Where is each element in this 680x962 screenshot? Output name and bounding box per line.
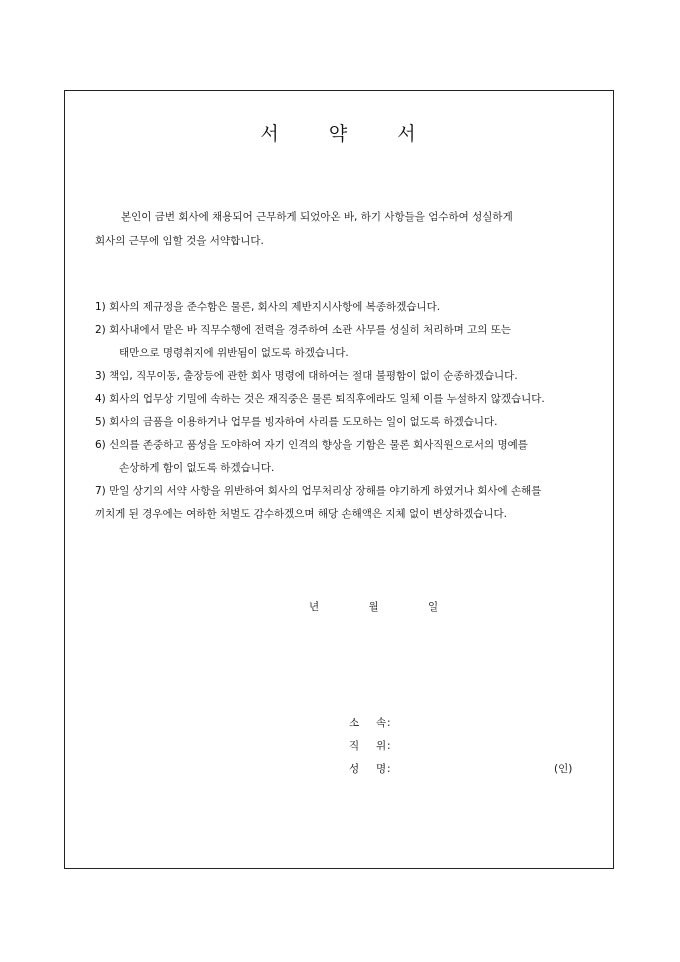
pledge-item-1: 1) 회사의 제규정을 준수함은 물론, 회사의 제반지시사항에 복종하겠습니다. <box>95 301 441 313</box>
document-title <box>65 119 613 146</box>
affiliation-row <box>349 712 391 735</box>
signature-block <box>349 712 391 781</box>
pledge-item-4: 4) 회사의 업무상 기밀에 속하는 것은 재직중은 물론 퇴직후에라도 일체 이를 누설하지 않겠습니다. <box>95 393 545 405</box>
seal-mark: (인) <box>554 763 573 775</box>
position-row <box>349 735 391 758</box>
pledge-item-2-continued: 태만으로 명령취지에 위반됨이 없도록 하겠습니다. <box>119 347 349 359</box>
date-month-label: 월 <box>368 601 379 613</box>
title-char-1: 서 <box>260 123 281 145</box>
pledge-item-7: 7) 만일 상기의 서약 사항을 위반하여 회사의 업무처리상 장해를 야기하게 하였거나 회사에 손해를 <box>95 485 542 497</box>
pledge-item-3: 3) 책임, 직무이동, 출장등에 관한 회사 명령에 대하여는 절대 불평함이 없이 순종하겠습니다. <box>95 370 518 382</box>
pledge-item-2: 2) 회사내에서 맡은 바 직무수행에 전력을 경주하여 소관 사무를 성실히 처리하며 고의 또는 <box>95 324 511 336</box>
name-row <box>349 758 391 781</box>
pledge-item-6-continued: 손상하게 함이 없도록 하겠습니다. <box>119 462 275 474</box>
intro-line-1: 본인이 금번 회사에 채용되어 근무하게 되었아온 바, 하기 사항들을 엄수하여 성실하게 <box>121 211 513 223</box>
name-label-char-2: 명 <box>376 763 387 775</box>
position-label-char-2: 위 <box>376 740 387 752</box>
pledge-item-6: 6) 신의를 존중하고 품성을 도야하여 자기 인격의 향상을 기함은 물론 회사직원으로서의 명예를 <box>95 439 528 451</box>
pledge-item-7-continued: 끼치게 된 경우에는 여하한 처벌도 감수하겠으며 해당 손해액은 지체 없이 변상하겠습니다. <box>95 508 508 520</box>
date-day-label: 일 <box>428 601 439 613</box>
intro-line-2: 회사의 근무에 임할 것을 서약합니다. <box>95 235 264 247</box>
affiliation-label-char-2: 속 <box>376 717 387 729</box>
affiliation-label-char-1: 소 <box>349 717 360 729</box>
pledge-item-5: 5) 회사의 금품을 이용하거나 업무를 빙자하여 사리를 도모하는 일이 없도록 하겠습니다. <box>95 416 498 428</box>
date-year-label: 년 <box>309 601 320 613</box>
title-char-3: 서 <box>397 123 418 145</box>
affiliation-colon: : <box>387 717 391 729</box>
name-label-char-1: 성 <box>349 763 360 775</box>
pledge-items <box>95 296 615 526</box>
date-line <box>309 599 438 614</box>
intro-paragraph <box>95 205 595 253</box>
name-colon: : <box>387 763 391 775</box>
title-char-2: 약 <box>328 123 350 145</box>
position-label-char-1: 직 <box>349 740 360 752</box>
position-colon: : <box>387 740 391 752</box>
document-frame <box>64 90 614 869</box>
